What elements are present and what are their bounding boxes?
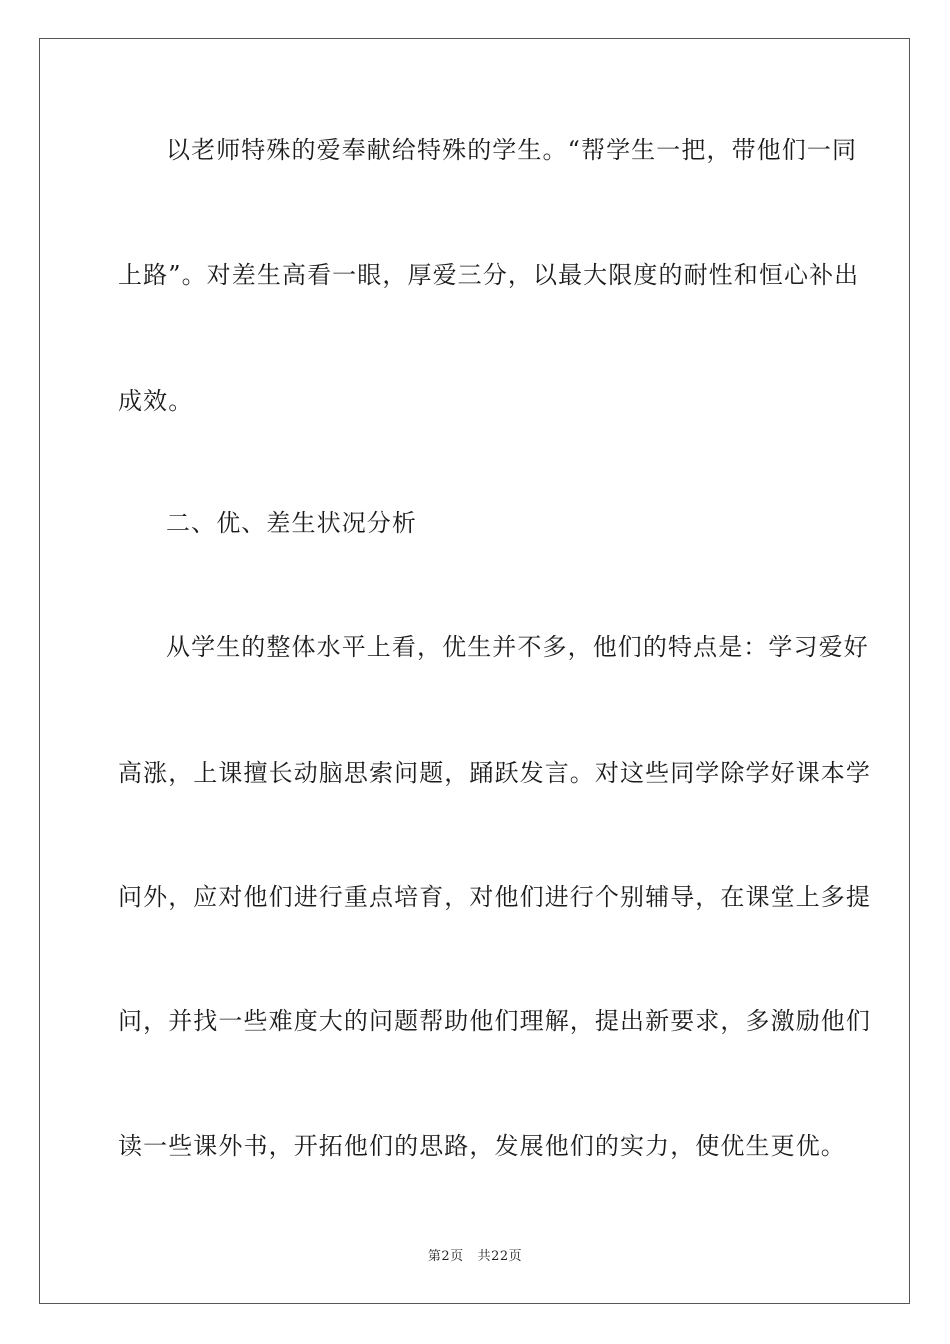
paragraph-2-line-4: 问，并找一些难度大的问题帮助他们理解，提出新要求，多激励他们 — [118, 1007, 871, 1035]
page-number: 第2页 — [427, 1249, 464, 1264]
paragraph-2-line-5: 读一些课外书，开拓他们的思路，发展他们的实力，使优生更优。 — [118, 1132, 846, 1160]
page-total: 共22页 — [477, 1249, 523, 1264]
paragraph-1-line-2: 上路”。对差生高看一眼，厚爱三分，以最大限度的耐性和恒心补出 — [118, 261, 860, 289]
paragraph-2-line-1: 从学生的整体水平上看，优生并不多，他们的特点是：学习爱好 — [166, 633, 869, 661]
paragraph-1-line-1: 以老师特殊的爱奉献给特殊的学生。“帮学生一把，带他们一同 — [166, 136, 858, 164]
paragraph-1-line-3: 成效。 — [118, 387, 194, 415]
section-heading: 二、优、差生状况分析 — [166, 509, 417, 537]
page-border — [39, 38, 910, 1304]
paragraph-2-line-3: 问外，应对他们进行重点培育，对他们进行个别辅导，在课堂上多提 — [118, 883, 871, 911]
paragraph-2-line-2: 高涨，上课擅长动脑思索问题，踊跃发言。对这些同学除学好课本学 — [118, 759, 871, 787]
page-footer — [0, 1249, 950, 1265]
